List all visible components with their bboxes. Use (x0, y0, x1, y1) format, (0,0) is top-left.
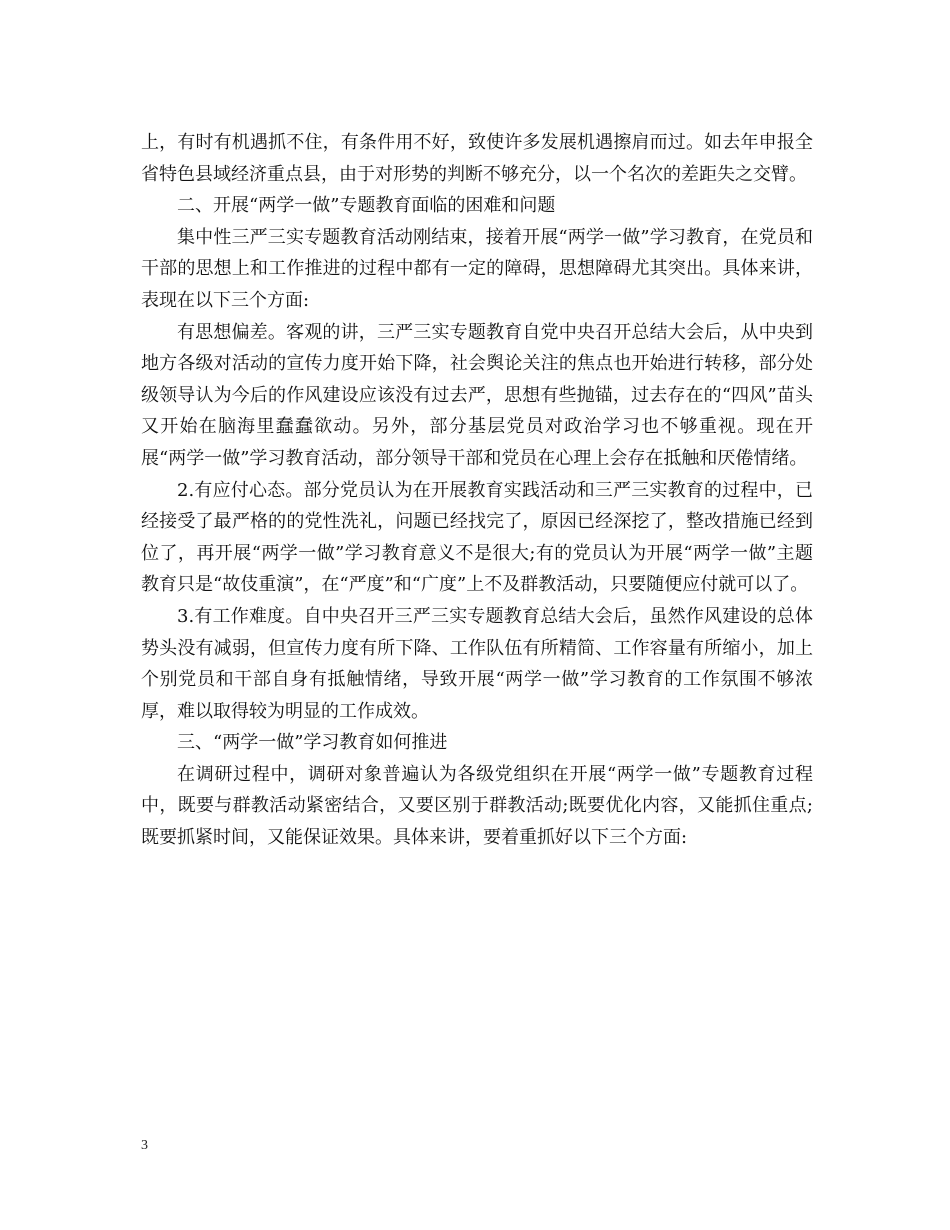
paragraph-point-3: 3.有工作难度。自中央召开三严三实专题教育总结大会后，虽然作风建设的总体势头没有减弱，但宣传力度有所下降、工作队伍有所精简、工作容量有所缩小，加上个别党员和干部自身有抵触情绪，导致开展“两学一做”学习教育的工作氛围不够浓厚，难以取得较为明显的工作成效。 (141, 605, 813, 722)
document-body (141, 127, 813, 854)
section-heading-3: 三、“两学一做”学习教育如何推进 (177, 732, 448, 754)
page-number: 3 (141, 1138, 148, 1153)
paragraph-point-1: 有思想偏差。客观的讲，三严三实专题教育自党中央召开总结大会后，从中央到地方各级对活动的宣传力度开始下降，社会舆论关注的焦点也开始进行转移，部分处级领导认为今后的作风建设应该没有过去严，思想有些抛锚，过去存在的“四风”苗头又开始在脑海里蠢蠢欲动。另外，部分基层党员对政治学习也不够重视。现在开展“两学一做”学习教育活动，部分领导干部和党员在心理上会存在抵触和厌倦情绪。 (141, 321, 813, 469)
section-heading-2: 二、开展“两学一做”专题教育面临的困难和问题 (177, 195, 556, 217)
paragraph-research: 在调研过程中，调研对象普遍认为各级党组织在开展“两学一做”专题教育过程中，既要与群教活动紧密结合，又要区别于群教活动;既要优化内容，又能抓住重点;既要抓紧时间，又能保证效果。具体来讲，要着重抓好以下三个方面: (141, 763, 813, 849)
paragraph-point-2: 2.有应付心态。部分党员认为在开展教育实践活动和三严三实教育的过程中，已经接受了最严格的的党性洗礼，问题已经找完了，原因已经深挖了，整改措施已经到位了，再开展“两学一做”学习教育意义不是很大;有的党员认为开展“两学一做”主题教育只是“故伎重演”，在“严度”和“广度”上不及群教活动，只要随便应付就可以了。 (141, 479, 813, 596)
paragraph-continuation: 上，有时有机遇抓不住，有条件用不好，致使许多发展机遇擦肩而过。如去年申报全省特色县域经济重点县，由于对形势的判断不够充分，以一个名次的差距失之交臂。 (141, 132, 813, 185)
paragraph-intro: 集中性三严三实专题教育活动刚结束，接着开展“两学一做”学习教育，在党员和干部的思想上和工作推进的过程中都有一定的障碍，思想障碍尤其突出。具体来讲，表现在以下三个方面: (141, 226, 813, 311)
